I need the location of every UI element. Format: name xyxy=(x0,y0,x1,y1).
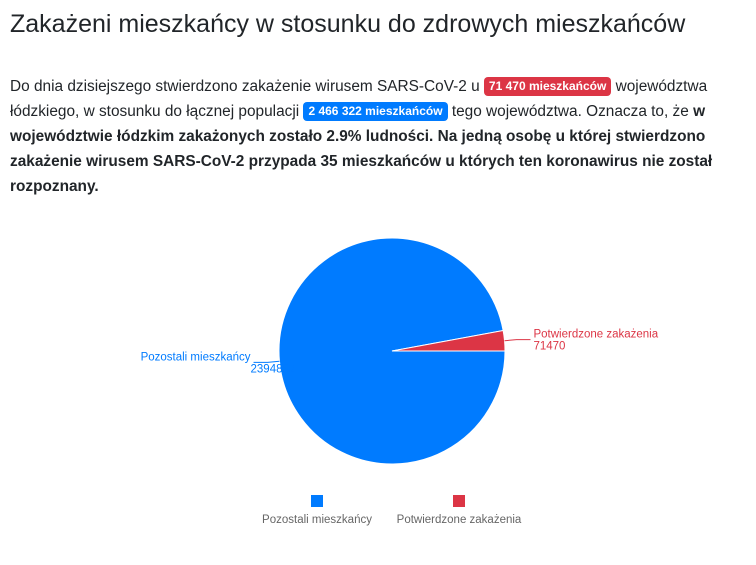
desc-bold-summary: w województwie łódzkim zakażonych zostało 2.9% ludności. Na jedną osobę u której stwierdzono zakażenie wirusem SARS-CoV-2 przypada 35 mieszkańców u których ten koronawirus nie został rozpoznany. xyxy=(10,103,713,195)
desc-text-1: Do dnia dzisiejszego stwierdzono zakażenie wirusem SARS-CoV-2 u xyxy=(10,78,484,95)
population-badge: 2 466 322 mieszkańców xyxy=(303,102,447,121)
pie-leader-line-potwierdzone-zakazenia xyxy=(505,340,531,341)
pie-label-pozostali-mieszkancy: Pozostali mieszkańcy xyxy=(140,351,251,364)
desc-text-2: województwa łódzkiego, w stosunku do łącznej populacji xyxy=(10,78,708,120)
legend-swatch-potwierdzone-zakazenia[interactable] xyxy=(453,495,465,507)
legend-label-pozostali-mieszkancy[interactable]: Pozostali mieszkańcy xyxy=(262,514,372,526)
legend-label-potwierdzone-zakazenia[interactable]: Potwierdzone zakażenia xyxy=(396,514,522,526)
pie-value-potwierdzone-zakazenia: 71470 xyxy=(533,340,566,353)
pie-chart xyxy=(0,200,756,540)
pie-leader-line-pozostali-mieszkancy xyxy=(254,361,280,362)
infected-count-badge: 71 470 mieszkańców xyxy=(484,77,611,96)
legend-swatch-pozostali-mieszkancy[interactable] xyxy=(311,495,323,507)
pie-value-pozostali-mieszkancy: 2394852 xyxy=(250,363,296,376)
page-title: Zakażeni mieszkańcy w stosunku do zdrowych mieszkańców xyxy=(10,10,686,38)
description-paragraph xyxy=(10,74,740,199)
pie-label-potwierdzone-zakazenia: Potwierdzone zakażenia xyxy=(533,328,659,341)
desc-text-3: tego województwa. Oznacza to, że xyxy=(447,103,694,120)
